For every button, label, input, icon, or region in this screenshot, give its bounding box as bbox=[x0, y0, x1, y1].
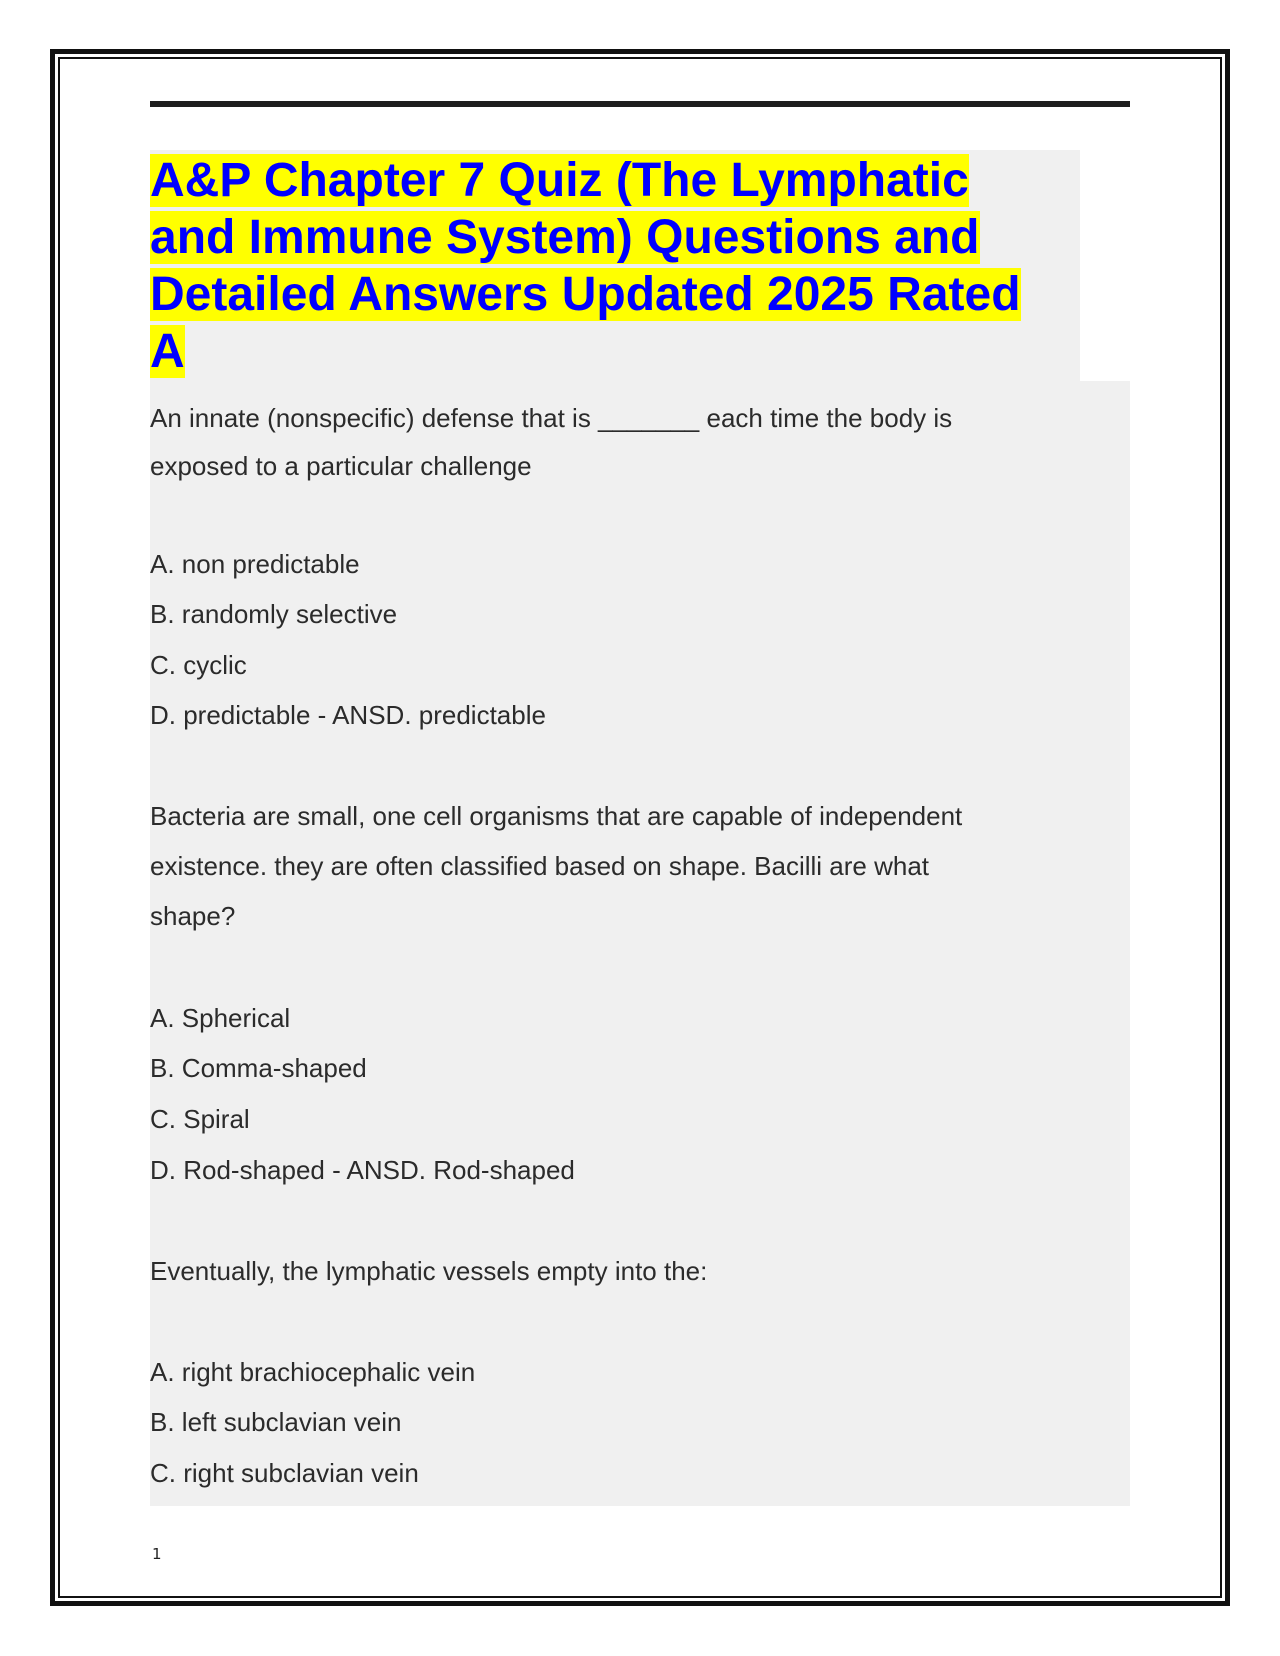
question-2-option-c: C. Spiral bbox=[150, 1104, 250, 1134]
title-line-4: A bbox=[150, 325, 185, 378]
question-3-option-a: A. right brachiocephalic vein bbox=[150, 1357, 476, 1387]
question-2-option-d-answer: D. Rod-shaped - ANSD. Rod-shaped bbox=[150, 1155, 575, 1185]
question-1-prompt-line-1: An innate (nonspecific) defense that is _______ each time the body is bbox=[150, 403, 953, 433]
question-2-option-b: B. Comma-shaped bbox=[150, 1053, 367, 1083]
question-1-option-b: B. randomly selective bbox=[150, 599, 398, 629]
question-2-option-a: A. Spherical bbox=[150, 1003, 291, 1033]
question-1-prompt-line-2: exposed to a particular challenge bbox=[150, 451, 532, 481]
title-line-1: A&P Chapter 7 Quiz (The Lymphatic bbox=[150, 154, 969, 207]
question-1-option-c: C. cyclic bbox=[150, 650, 247, 680]
question-3-option-b: B. left subclavian vein bbox=[150, 1407, 402, 1437]
title-line-3: Detailed Answers Updated 2025 Rated bbox=[150, 268, 1021, 321]
page-number: 1 bbox=[152, 1545, 162, 1563]
question-3-option-c: C. right subclavian vein bbox=[150, 1458, 419, 1488]
question-2-prompt-line-1: Bacteria are small, one cell organisms that are capable of independent bbox=[150, 801, 963, 831]
document-title bbox=[150, 152, 1080, 380]
question-3-prompt-line-1: Eventually, the lymphatic vessels empty into the: bbox=[150, 1256, 708, 1286]
question-2-prompt-line-2: existence. they are often classified based on shape. Bacilli are what bbox=[150, 851, 930, 881]
question-2-prompt-line-3: shape? bbox=[150, 901, 236, 931]
title-line-2: and Immune System) Questions and bbox=[150, 211, 980, 264]
question-1-option-a: A. non predictable bbox=[150, 549, 360, 579]
header-rule bbox=[150, 101, 1130, 107]
question-1-option-d-answer: D. predictable - ANSD. predictable bbox=[150, 700, 546, 730]
